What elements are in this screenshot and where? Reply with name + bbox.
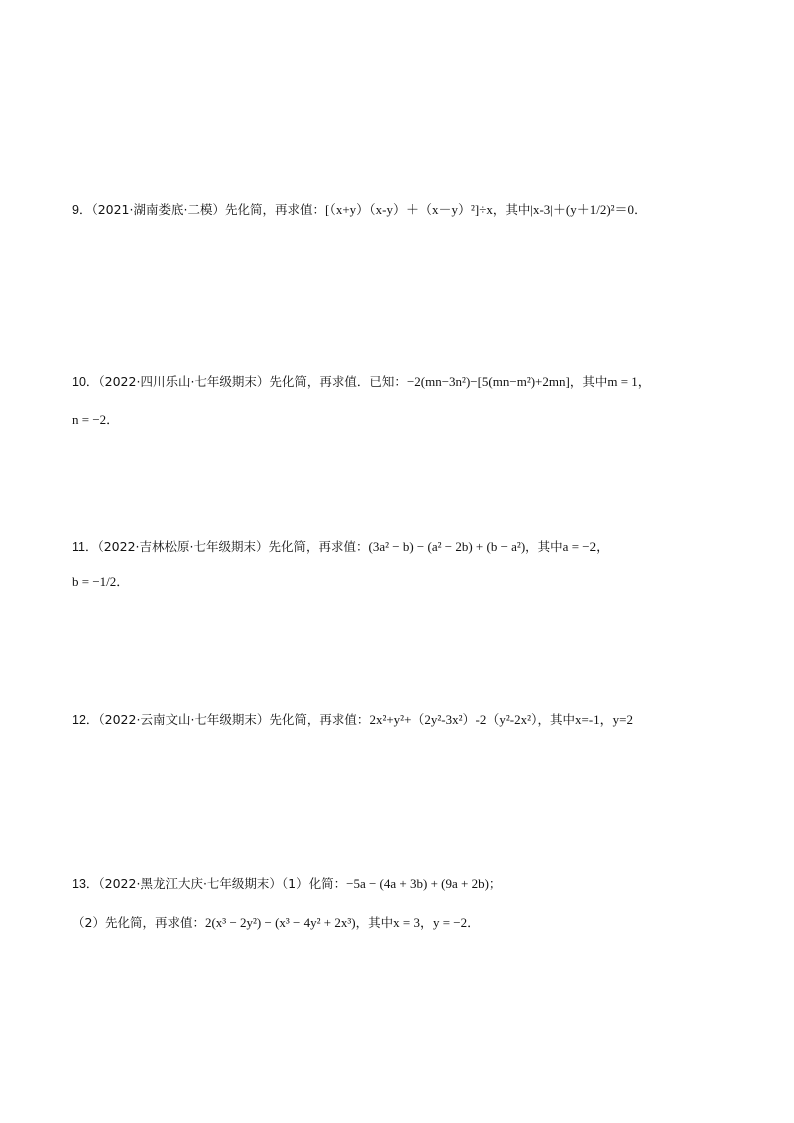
problem-condition: x = 3，y = −2． (393, 915, 481, 930)
problem-11 (72, 537, 609, 557)
problem-instruction: 先化简，再求值： (269, 712, 370, 727)
problem-source: （2021·湖南娄底·二模） (91, 202, 225, 217)
problem-10 (72, 372, 651, 392)
problem-expression: −2(mn−3n²)−[5(mn−m²)+2mn] (406, 374, 570, 389)
condition-prefix: ，其中 (525, 539, 563, 554)
problem-expression: [（x+y）（x-y）＋（x－y）²]÷x (324, 202, 493, 217)
problem-condition: a = −2， (562, 539, 610, 554)
part1-label: （1）化简： (281, 876, 347, 891)
problem-number: 12． (72, 713, 99, 727)
problem-number: 13． (72, 877, 99, 891)
problem-number: 10． (72, 375, 99, 389)
problem-12 (72, 710, 633, 730)
problem-source: （2022·云南文山·七年级期末） (98, 712, 270, 727)
part1-end: ； (488, 876, 502, 891)
problem-condition: |x-3|＋(y＋1/2)²＝0 (530, 202, 635, 217)
problem-number: 9． (72, 203, 92, 217)
problem-9 (72, 200, 647, 220)
problem-instruction: 先化简，再求值．已知： (269, 374, 407, 389)
problem-13 (72, 874, 501, 894)
part2-expression: 2(x³ − 2y²) − (x³ − 4y² + 2x³) (204, 915, 356, 930)
problem-end: ． (634, 202, 647, 217)
problem-11-continued (72, 572, 129, 592)
problem-condition: n = −2． (72, 412, 120, 427)
condition-prefix: ，其中 (569, 374, 608, 389)
problem-source: （2022·黑龙江大庆·七年级期末） (98, 876, 282, 891)
part1-expression: −5a − (4a + 3b) + (9a + 2b) (346, 876, 489, 891)
problem-condition: b = −1/2． (72, 574, 130, 589)
problem-expression: 2x²+y²+（2y²-3x²）-2（y²-2x²） (369, 712, 538, 727)
problem-expression: (3a² − b) − (a² − 2b) + (b − a²) (368, 539, 526, 554)
problem-instruction: 先化简，再求值： (224, 202, 325, 217)
problem-number: 11． (72, 540, 98, 554)
part2-label: （2）先化简，再求值： (72, 915, 205, 930)
problem-13-part2 (72, 913, 480, 933)
condition-prefix: ，其中 (537, 712, 575, 727)
problem-instruction: 先化简，再求值： (268, 539, 369, 554)
problem-10-continued (72, 410, 119, 430)
problem-condition: m = 1， (607, 374, 651, 389)
problem-source: （2022·吉林松原·七年级期末） (97, 539, 269, 554)
problem-condition: x=-1，y=2 (575, 712, 633, 727)
problem-source: （2022·四川乐山·七年级期末） (98, 374, 270, 389)
condition-prefix: ，其中 (355, 915, 394, 930)
condition-prefix: ，其中 (492, 202, 531, 217)
